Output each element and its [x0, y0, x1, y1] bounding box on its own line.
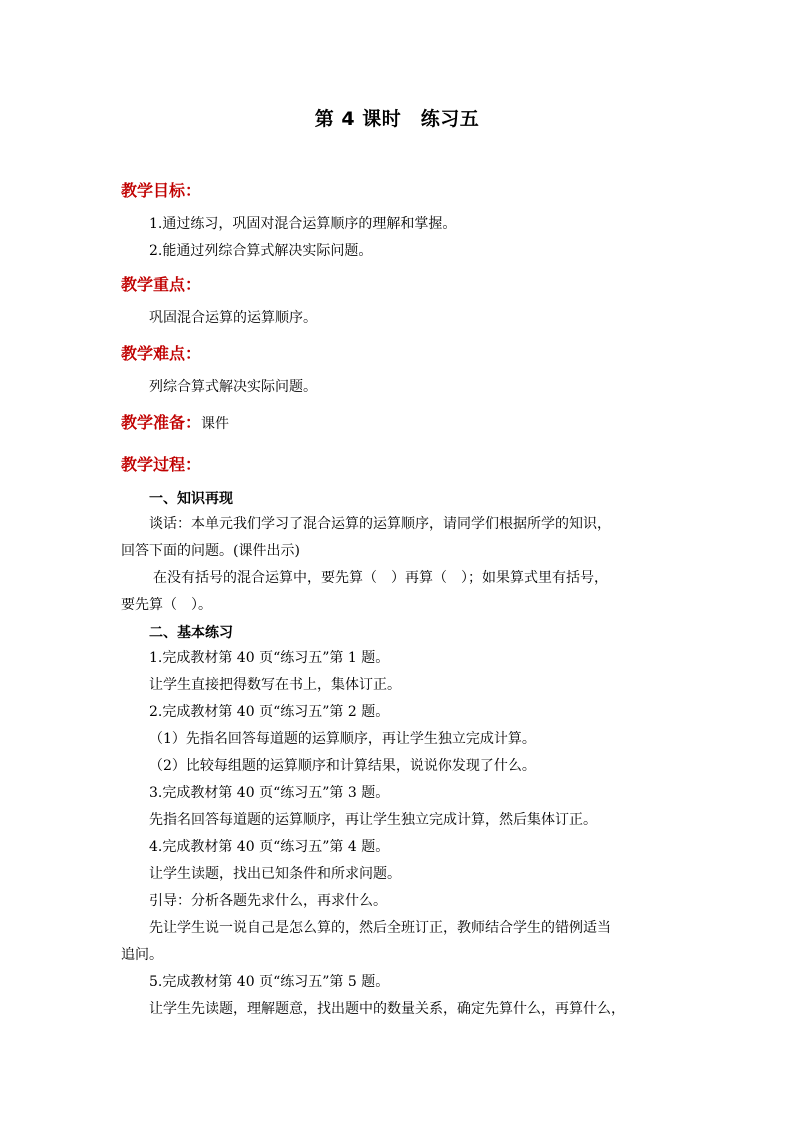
section1-title: 一、知识再现 [149, 491, 233, 507]
section2-line: 让学生读题，找出已知条件和所求问题。 [149, 866, 401, 882]
goal-item: 2.能通过列综合算式解决实际问题。 [149, 243, 373, 259]
key-point-heading: 教学重点： [121, 275, 202, 294]
goals-heading: 教学目标： [121, 181, 202, 200]
preparation-heading [121, 410, 229, 433]
section2-line: 让学生直接把得数写在书上，集体订正。 [149, 677, 401, 693]
section2-line: 先指名回答每道题的运算顺序，再让学生独立完成计算，然后集体订正。 [149, 812, 597, 828]
section2-line: （2）比较每组题的运算顺序和计算结果，说说你发现了什么。 [149, 758, 536, 774]
section2-line: 追问。 [121, 947, 163, 963]
page-title: 第 4 课时 练习五 [314, 108, 480, 130]
section2-line: 2.完成教材第 40 页“练习五”第 2 题。 [149, 704, 390, 720]
section2-line: 让学生先读题，理解题意，找出题中的数量关系，确定先算什么，再算什么， [149, 1001, 625, 1017]
section1-line: 谈话：本单元我们学习了混合运算的运算顺序，请同学们根据所学的知识， [149, 516, 611, 532]
process-heading: 教学过程： [121, 455, 202, 474]
difficulty-heading: 教学难点： [121, 344, 202, 363]
section2-line: 1.完成教材第 40 页“练习五”第 1 题。 [149, 650, 390, 666]
section1-line: 要先算（ ）。 [121, 597, 212, 613]
section2-line: 4.完成教材第 40 页“练习五”第 4 题。 [149, 839, 390, 855]
section2-line: 5.完成教材第 40 页“练习五”第 5 题。 [149, 974, 390, 990]
key-point-text: 巩固混合运算的运算顺序。 [149, 310, 317, 326]
section2-line: （1）先指名回答每道题的运算顺序，再让学生独立完成计算。 [149, 731, 536, 747]
section2-line: 先让学生说一说自己是怎么算的，然后全班订正，教师结合学生的错例适当 [149, 920, 611, 936]
section1-line: 回答下面的问题。(课件出示) [121, 543, 300, 559]
difficulty-text: 列综合算式解决实际问题。 [149, 379, 317, 395]
preparation-value: 课件 [201, 416, 230, 432]
section2-line: 引导：分析各题先求什么，再求什么。 [149, 893, 387, 909]
section2-title: 二、基本练习 [149, 625, 233, 641]
section2-line: 3.完成教材第 40 页“练习五”第 3 题。 [149, 785, 390, 801]
section1-line: 在没有括号的混合运算中，要先算（ ）再算（ ）；如果算式里有括号， [153, 570, 608, 586]
preparation-label: 教学准备： [121, 413, 202, 432]
goal-item: 1.通过练习，巩固对混合运算顺序的理解和掌握。 [149, 216, 457, 232]
